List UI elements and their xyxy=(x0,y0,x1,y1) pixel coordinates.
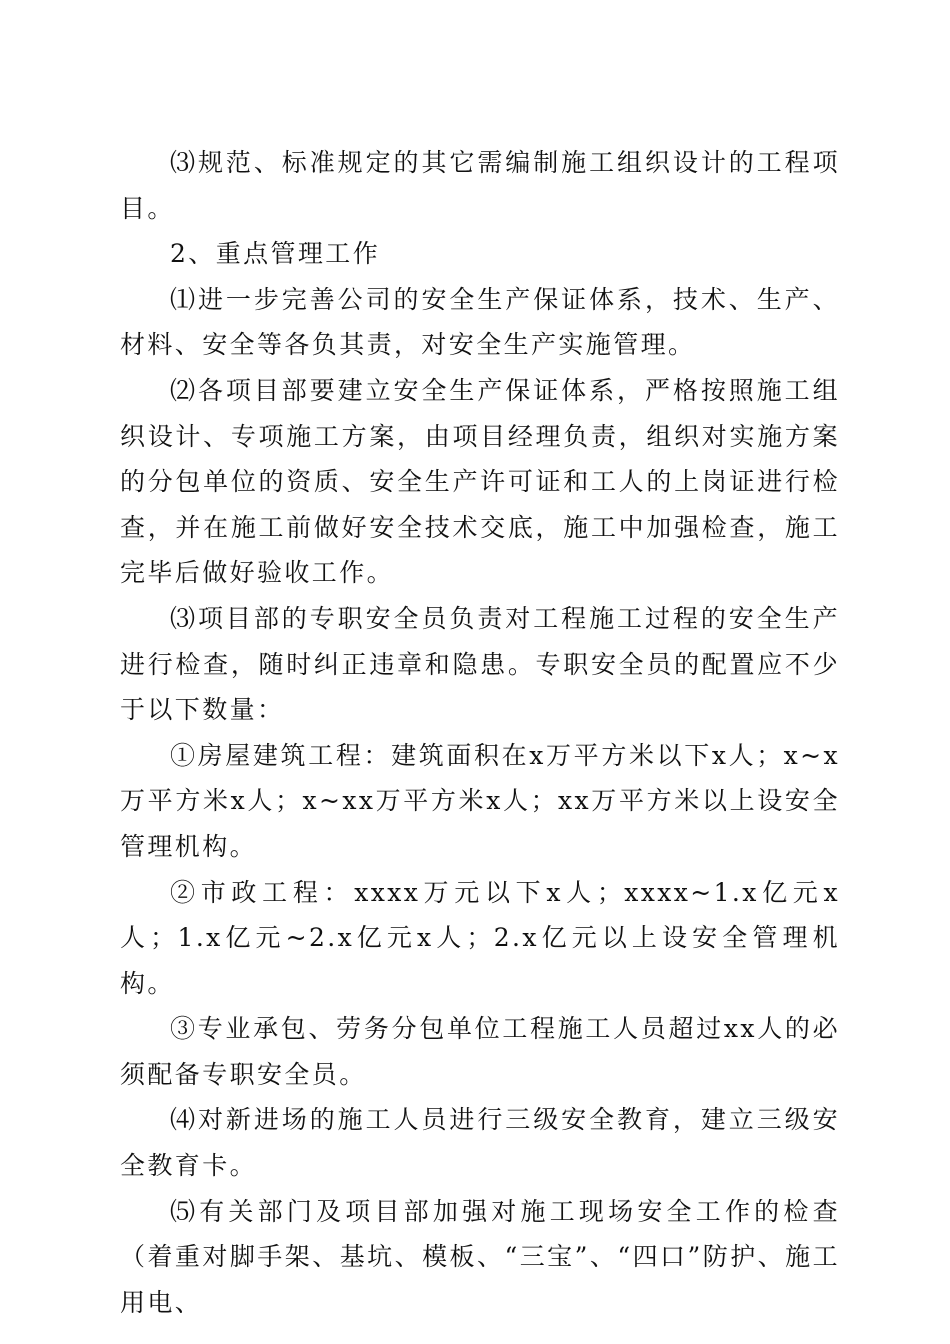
paragraph-item-3-other-projects: ⑶规范、标准规定的其它需编制施工组织设计的工程项目。 xyxy=(120,148,840,223)
section-heading-key-management: 2、重点管理工作 xyxy=(170,239,381,269)
paragraph-sub-3-subcontractors: ③专业承包、劳务分包单位工程施工人员超过xx人的必须配备专职安全员。 xyxy=(120,1014,840,1089)
document-body xyxy=(120,140,840,1325)
paragraph-sub-2-municipal-works: ②市政工程：xxxx万元以下x人；xxxx~1.x亿元x人；1.x亿元~2.x亿元x人；2.x亿元以上设安全管理机构。 xyxy=(120,877,840,998)
paragraph-item-1-safety-system: ⑴进一步完善公司的安全生产保证体系，技术、生产、材料、安全等各负其责，对安全生产实施管理。 xyxy=(120,284,840,360)
paragraph-item-2-project-departments: ⑵各项目部要建立安全生产保证体系，严格按照施工组织设计、专项施工方案，由项目经理负责，组织对实施方案的分包单位的资质、安全生产许可证和工人的上岗证进行检查，并在施工前做好安全技术交底，施工中加强检查，施工完毕后做好验收工作。 xyxy=(120,375,840,588)
paragraph-item-3-safety-officers: ⑶项目部的专职安全员负责对工程施工过程的安全生产进行检查，随时纠正违章和隐患。专职安全员的配置应不少于以下数量： xyxy=(120,603,840,725)
paragraph-sub-1-building-works: ①房屋建筑工程：建筑面积在x万平方米以下x人；x~x万平方米x人；x~xx万平方米x人；xx万平方米以上设安全管理机构。 xyxy=(120,740,840,861)
paragraph-item-4-safety-education: ⑷对新进场的施工人员进行三级安全教育，建立三级安全教育卡。 xyxy=(120,1105,840,1181)
paragraph-item-5-site-inspection: ⑸有关部门及项目部加强对施工现场安全工作的检查（着重对脚手架、基坑、模板、“三宝”、“四口”防护、施工用电、 xyxy=(120,1196,840,1317)
